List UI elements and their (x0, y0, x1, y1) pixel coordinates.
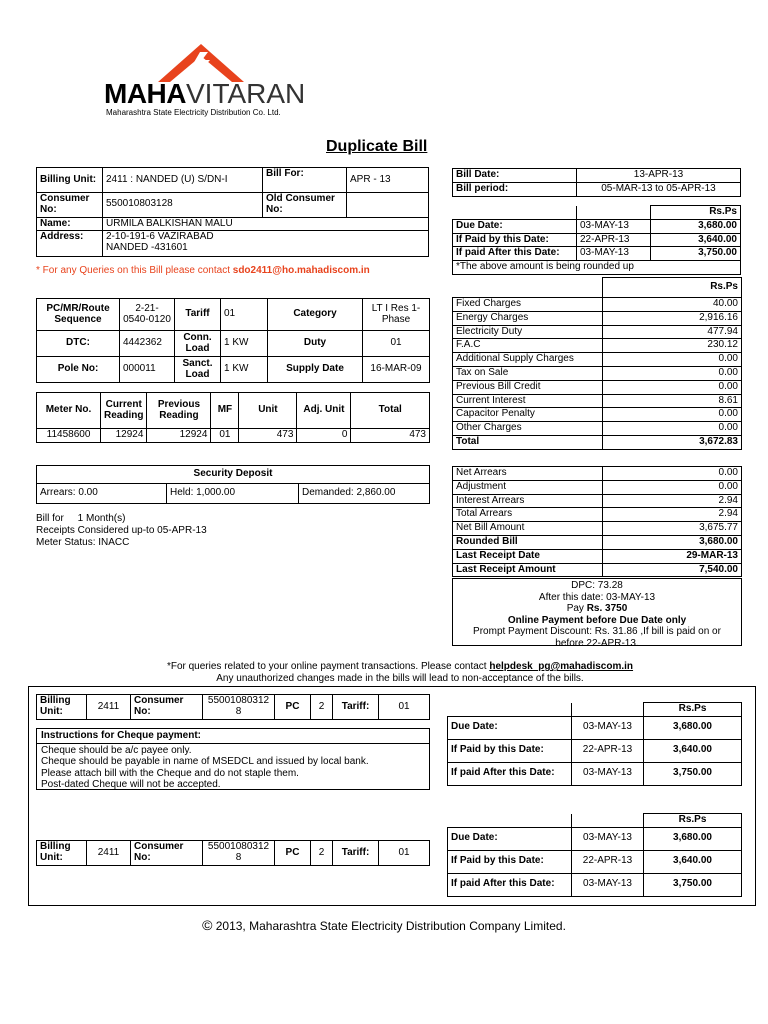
slip1-pc-label: PC (275, 695, 311, 720)
slip1-pc-value: 2 (311, 695, 333, 720)
meter-header: Total (351, 393, 430, 429)
paid-after-amount: 3,750.00 (651, 247, 741, 261)
arrears-value: 3,675.77 (603, 522, 742, 536)
slip2-paid-by-date: 22-APR-13 (572, 850, 644, 873)
arrears-value: 2.94 (603, 494, 742, 508)
query-note-text: * For any Queries on this Bill please contact (36, 265, 233, 276)
slip1-tariff-value: 01 (379, 695, 430, 720)
old-consumer-label: Old Consumer No: (263, 193, 347, 218)
slip1-billing-unit-value: 2411 (87, 695, 131, 720)
charges-rsps-header: Rs.Ps (603, 278, 742, 298)
slip2-due-amount: 3,680.00 (644, 827, 742, 850)
meter-status: Meter Status: INACC (36, 537, 130, 548)
arrears-row (453, 549, 742, 563)
charge-label: Capacitor Penalty (453, 408, 603, 422)
slip2-tariff-label: Tariff: (333, 841, 379, 866)
tariff-value: 01 (221, 299, 268, 331)
old-consumer-value (347, 193, 429, 218)
charge-row (453, 353, 742, 367)
paid-by-date: 22-APR-13 (577, 233, 651, 247)
pole-value: 000011 (120, 357, 175, 383)
cheque-instruction: Cheque should be payable in name of MSEDCL and issued by local bank. (41, 756, 369, 767)
due-amounts-table (452, 205, 741, 275)
slip1-paid-by-label: If Paid by this Date: (448, 739, 572, 762)
address-label: Address: (37, 231, 103, 257)
charge-value: 0.00 (603, 353, 742, 367)
charge-label: Additional Supply Charges (453, 353, 603, 367)
receipts-considered: Receipts Considered up-to 05-APR-13 (36, 525, 207, 536)
name-value: URMILA BALKISHAN MALU (103, 217, 429, 231)
sanct-load-value: 1 KW (221, 357, 268, 383)
logo-maha-text: MAHA (104, 78, 186, 109)
bill-for-value: APR - 13 (347, 168, 429, 193)
arrears-table (452, 466, 742, 577)
billing-unit-label: Billing Unit: (37, 168, 103, 193)
charge-value: 0.00 (603, 380, 742, 394)
slip2-tariff-value: 01 (379, 841, 430, 866)
cheque-instruction: Please attach bill with the Cheque and do not staple them. (41, 767, 299, 779)
paid-by-label: If Paid by this Date: (453, 233, 577, 247)
paid-by-amount: 3,640.00 (651, 233, 741, 247)
duty-label: Duty (268, 331, 363, 357)
arrears-row (453, 508, 742, 522)
address-value (103, 231, 429, 257)
logo-vitaran-text: VITARAN (186, 78, 306, 109)
pay-prefix: Pay (566, 603, 587, 614)
charge-row (453, 408, 742, 422)
helpdesk-email-link[interactable]: helpdesk_pg@mahadiscom.in (489, 661, 634, 672)
rounding-note: *The above amount is being rounded up (453, 261, 741, 275)
address-line-1: 2-10-191-6 VAZIRABAD (106, 231, 214, 243)
charge-value: 230.12 (603, 339, 742, 353)
slip2-paid-after-date: 03-MAY-13 (572, 873, 644, 896)
charge-value: 2,916.16 (603, 311, 742, 325)
dpc-after-date: After this date: 03-MAY-13 (538, 591, 656, 603)
bill-dates-table (452, 168, 741, 197)
slip2-paid-after-amount: 3,750.00 (644, 873, 742, 896)
pc-route-label: PC/MR/Route Sequence (37, 299, 120, 331)
online-payment-note: Online Payment before Due Date only (507, 614, 687, 626)
supply-date-value: 16-MAR-09 (363, 357, 430, 383)
arrears-value: 29-MAR-13 (603, 549, 742, 563)
meter-value: 473 (351, 429, 430, 443)
meter-value: 473 (239, 429, 297, 443)
slip1-paid-by-amount: 3,640.00 (644, 739, 742, 762)
slip1-consumer-label: Consumer No: (131, 695, 203, 720)
paid-after-date: 03-MAY-13 (577, 247, 651, 261)
meter-table (36, 392, 430, 443)
meter-value: 11458600 (37, 429, 101, 443)
charge-label: Fixed Charges (453, 298, 603, 312)
charge-value: 0.00 (603, 408, 742, 422)
slip2-due-label: Due Date: (448, 827, 572, 850)
slip1-paid-after-date: 03-MAY-13 (572, 762, 644, 785)
connection-table (36, 298, 430, 383)
arrears-value: 7,540.00 (603, 563, 742, 577)
meter-header-row (37, 393, 430, 429)
online-payment-notice (60, 661, 740, 685)
page-title: Duplicate Bill (326, 138, 428, 155)
category-label: Category (268, 299, 363, 331)
slip1-due-label: Due Date: (448, 716, 572, 739)
slip2-pc-label: PC (275, 841, 311, 866)
sanct-load-label: Sanct. Load (175, 357, 221, 383)
slip2-header-table (36, 840, 430, 866)
paid-after-label: If paid After this Date: (453, 247, 577, 261)
query-note (36, 265, 370, 276)
slip1-paid-after-label: If paid After this Date: (448, 762, 572, 785)
charges-total-value: 3,672.83 (603, 435, 742, 449)
arrears-value: 0.00 (603, 480, 742, 494)
slip2-rsps-header: Rs.Ps (644, 814, 742, 828)
meter-header: Current Reading (101, 393, 147, 429)
copyright-text: 2013, Maharashtra State Electricity Distribution Company Limited. (212, 919, 566, 933)
bill-for-label: Bill For: (263, 168, 347, 193)
slip2-consumer-value: 550010803128 (203, 841, 275, 866)
charge-value: 8.61 (603, 394, 742, 408)
slip1-tariff-label: Tariff: (333, 695, 379, 720)
arrears-label: Net Bill Amount (453, 522, 603, 536)
arrears-value: 3,680.00 (603, 535, 742, 549)
charge-value: 477.94 (603, 325, 742, 339)
bill-misc-info (36, 513, 207, 549)
meter-value: 01 (211, 429, 239, 443)
slip2-consumer-label: Consumer No: (131, 841, 203, 866)
duty-value: 01 (363, 331, 430, 357)
name-label: Name: (37, 217, 103, 231)
charge-row (453, 325, 742, 339)
meter-header: MF (211, 393, 239, 429)
meter-value: 0 (297, 429, 351, 443)
charge-label: Current Interest (453, 394, 603, 408)
slip2-billing-unit-label: Billing Unit: (37, 841, 87, 866)
online-query-line (60, 661, 740, 673)
charge-value: 40.00 (603, 298, 742, 312)
arrears-value: 2.94 (603, 508, 742, 522)
slip2-billing-unit-value: 2411 (87, 841, 131, 866)
pc-route-value: 2-21-0540-0120 (120, 299, 175, 331)
company-logo (104, 42, 306, 122)
meter-header: Previous Reading (147, 393, 211, 429)
charges-table (452, 277, 742, 450)
charge-row (453, 298, 742, 312)
due-date-label: Due Date: (453, 219, 577, 233)
security-deposit-table (36, 465, 430, 504)
dpc-amount: DPC: 73.28 (571, 580, 623, 591)
meter-header: Unit (239, 393, 297, 429)
category-value: LT I Res 1-Phase (363, 299, 430, 331)
slip1-paid-by-date: 22-APR-13 (572, 739, 644, 762)
consumer-no-value: 550010803128 (103, 193, 263, 218)
dtc-label: DTC: (37, 331, 120, 357)
charges-total-label: Total (453, 435, 603, 449)
slip2-due-date: 03-MAY-13 (572, 827, 644, 850)
pole-label: Pole No: (37, 357, 120, 383)
dtc-value: 4442362 (120, 331, 175, 357)
arrears-label: Last Receipt Date (453, 549, 603, 563)
slip1-amounts-table (447, 702, 742, 786)
dpc-box (452, 578, 742, 649)
meter-header: Adj. Unit (297, 393, 351, 429)
slip1-paid-after-amount: 3,750.00 (644, 762, 742, 785)
charge-label: F.A.C (453, 339, 603, 353)
arrears-label: Adjustment (453, 480, 603, 494)
cheque-instructions-title: Instructions for Cheque payment: (37, 729, 429, 744)
charge-row (453, 394, 742, 408)
bill-period-value: 05-MAR-13 to 05-APR-13 (577, 182, 741, 196)
arrears-row (453, 467, 742, 481)
charge-row (453, 422, 742, 436)
billing-info-table (36, 167, 429, 257)
security-arrears: Arrears: 0.00 (37, 484, 167, 504)
due-date-value: 03-MAY-13 (577, 219, 651, 233)
slip2-pc-value: 2 (311, 841, 333, 866)
meter-value: 12924 (101, 429, 147, 443)
conn-load-value: 1 KW (221, 331, 268, 357)
supply-date-label: Supply Date (268, 357, 363, 383)
rsps-header: Rs.Ps (651, 206, 741, 220)
charge-row (453, 311, 742, 325)
arrears-row (453, 522, 742, 536)
charge-label: Energy Charges (453, 311, 603, 325)
slip2-paid-by-amount: 3,640.00 (644, 850, 742, 873)
unauthorized-changes-note: Any unauthorized changes made in the bills will lead to non-acceptance of the bills. (216, 673, 584, 684)
arrears-row (453, 563, 742, 577)
charge-row (453, 380, 742, 394)
due-amount-value: 3,680.00 (651, 219, 741, 233)
meter-value: 12924 (147, 429, 211, 443)
consumer-no-label: Consumer No: (37, 193, 103, 218)
pay-amount: Rs. 3750 (586, 603, 628, 614)
meter-header: Meter No. (37, 393, 101, 429)
cheque-instruction: Post-dated Cheque will not be accepted. (41, 779, 221, 790)
arrears-label: Last Receipt Amount (453, 563, 603, 577)
bill-for-months: Bill for 1 Month(s) (36, 513, 126, 524)
slip2-amounts-table (447, 813, 742, 897)
arrears-row (453, 535, 742, 549)
cheque-instructions-box (36, 728, 430, 790)
meter-value-row (37, 429, 430, 443)
charge-label: Electricity Duty (453, 325, 603, 339)
slip1-due-date: 03-MAY-13 (572, 716, 644, 739)
charge-row (453, 339, 742, 353)
arrears-label: Total Arrears (453, 508, 603, 522)
pay-amount-line (453, 603, 741, 615)
conn-load-label: Conn. Load (175, 331, 221, 357)
slip1-billing-unit-label: Billing Unit: (37, 695, 87, 720)
online-query-text: *For queries related to your online payment transactions. Please contact (166, 661, 490, 672)
arrears-row (453, 480, 742, 494)
query-email-link[interactable]: sdo2411@ho.mahadiscom.in (232, 265, 370, 276)
cheque-instruction: Cheque should be a/c payee only. (41, 744, 192, 756)
charge-row (453, 366, 742, 380)
slip1-consumer-value: 550010803128 (203, 695, 275, 720)
charge-value: 0.00 (603, 422, 742, 436)
prompt-discount: Prompt Payment Discount: Rs. 31.86 ,If bill is paid on or before 22-APR-13. (473, 626, 721, 649)
copyright-footer (0, 917, 768, 933)
bill-date-value: 13-APR-13 (577, 169, 741, 183)
security-demanded: Demanded: 2,860.00 (299, 484, 430, 504)
copyright-icon: © (202, 917, 213, 933)
bill-period-label: Bill period: (453, 182, 577, 196)
tariff-label: Tariff (175, 299, 221, 331)
address-line-2: NANDED -431601 (106, 242, 188, 254)
logo-subtitle: Maharashtra State Electricity Distribution Co. Ltd. (106, 108, 281, 117)
arrears-label: Net Arrears (453, 467, 603, 481)
arrears-value: 0.00 (603, 467, 742, 481)
arrears-row (453, 494, 742, 508)
billing-unit-value: 2411 : NANDED (U) S/DN-I (103, 168, 263, 193)
slip1-rsps-header: Rs.Ps (644, 703, 742, 717)
charge-value: 0.00 (603, 366, 742, 380)
bill-date-label: Bill Date: (453, 169, 577, 183)
security-held: Held: 1,000.00 (167, 484, 299, 504)
slip1-due-amount: 3,680.00 (644, 716, 742, 739)
security-title: Security Deposit (37, 466, 430, 484)
slip1-header-table (36, 694, 430, 720)
arrears-label: Rounded Bill (453, 535, 603, 549)
charge-label: Previous Bill Credit (453, 380, 603, 394)
arrears-label: Interest Arrears (453, 494, 603, 508)
charge-label: Other Charges (453, 422, 603, 436)
slip2-paid-after-label: If paid After this Date: (448, 873, 572, 896)
charge-label: Tax on Sale (453, 366, 603, 380)
slip2-paid-by-label: If Paid by this Date: (448, 850, 572, 873)
